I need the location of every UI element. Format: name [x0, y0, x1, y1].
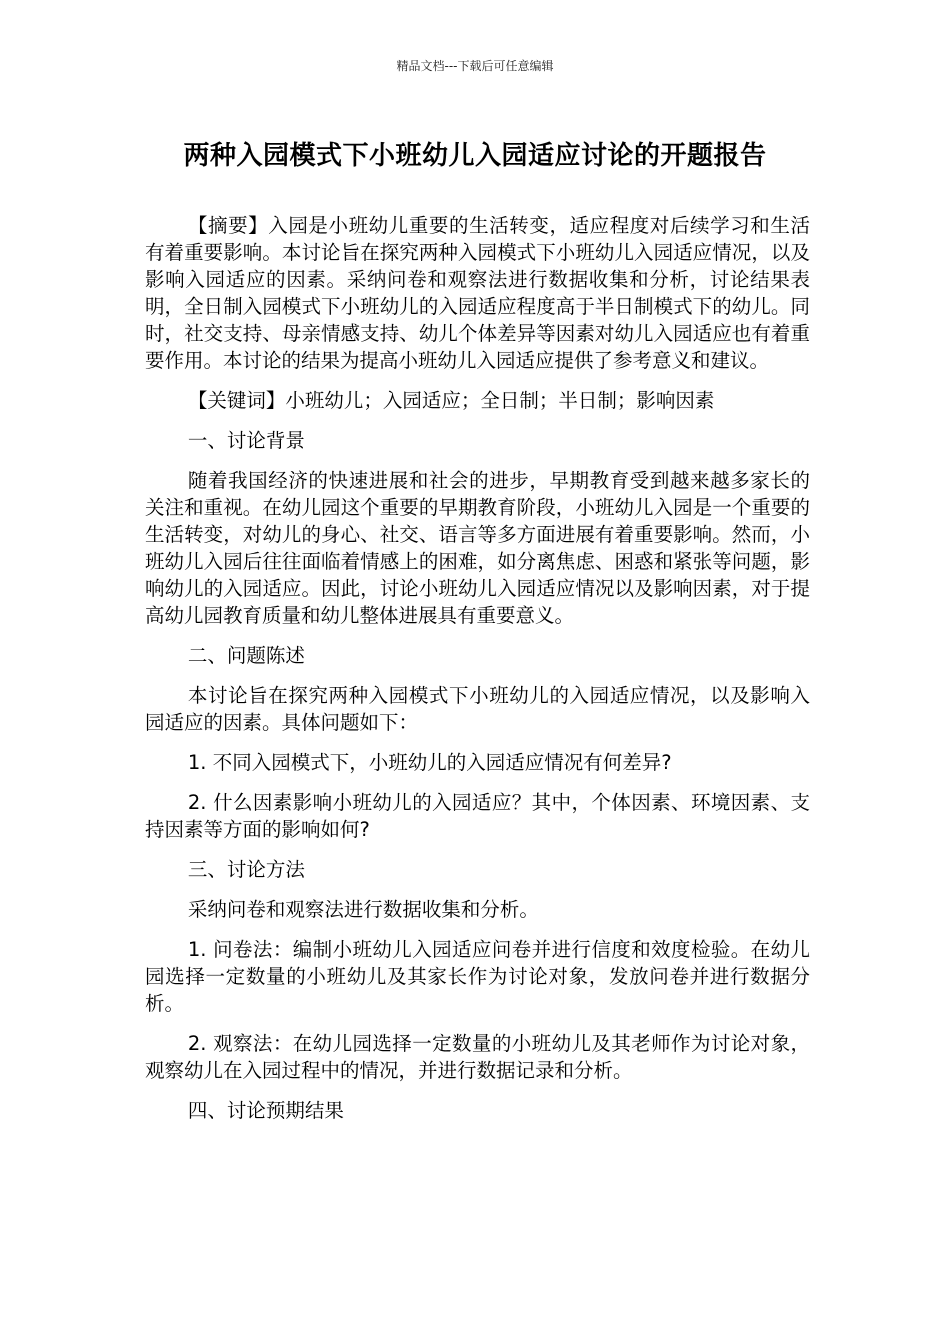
document-title: 两种入园模式下小班幼儿入园适应讨论的开题报告 — [183, 141, 767, 171]
method-intro-paragraph: 采纳问卷和观察法进行数据收集和分析。 — [187, 898, 539, 921]
abstract-paragraph: 【摘要】入园是小班幼儿重要的生活转变，适应程度对后续学习和生活有着重要影响。本讨论旨在探究两种入园模式下小班幼儿入园适应情况，以及影响入园适应的因素。采纳问卷和观察法进行数据收集和分析，讨论结果表明，全日制入园模式下小班幼儿的入园适应程度高于半日制模式下的幼儿。同时，社交支持、母亲情感支持、幼儿个体差异等因素对幼儿入园适应也有着重要作用。本讨论的结果为提高小班幼儿入园适应提供了参考意义和建议。 — [145, 214, 810, 372]
section-heading-expected-results: 四、讨论预期结果 — [187, 1099, 344, 1122]
problem-intro-paragraph: 本讨论旨在探究两种入园模式下小班幼儿的入园适应情况，以及影响入园适应的因素。具体问题如下： — [145, 684, 810, 734]
method-item-2: 2. 观察法：在幼儿园选择一定数量的小班幼儿及其老师作为讨论对象，观察幼儿在入园过程中的情况，并进行数据记录和分析。 — [145, 1032, 810, 1082]
header-note: 精品文档---下载后可任意编辑 — [396, 59, 554, 73]
background-paragraph: 随着我国经济的快速进展和社会的进步，早期教育受到越来越多家长的关注和重视。在幼儿园这个重要的早期教育阶段，小班幼儿入园是一个重要的生活转变，对幼儿的身心、社交、语言等多方面进展有着重要影响。然而，小班幼儿入园后往往面临着情感上的困难，如分离焦虑、困惑和紧张等问题，影响幼儿的入园适应。因此，讨论小班幼儿入园适应情况以及影响因素，对于提高幼儿园教育质量和幼儿整体进展具有重要意义。 — [145, 469, 810, 627]
keywords-paragraph: 【关键词】小班幼儿；入园适应；全日制；半日制；影响因素 — [187, 389, 715, 412]
problem-item-1: 1. 不同入园模式下，小班幼儿的入园适应情况有何差异? — [187, 751, 672, 774]
document-body — [145, 212, 810, 1137]
section-heading-method: 三、讨论方法 — [187, 858, 305, 881]
section-heading-problem: 二、问题陈述 — [187, 644, 305, 667]
method-item-1: 1. 问卷法：编制小班幼儿入园适应问卷并进行信度和效度检验。在幼儿园选择一定数量的小班幼儿及其家长作为讨论对象，发放问卷并进行数据分析。 — [145, 938, 810, 1015]
problem-item-2: 2. 什么因素影响小班幼儿的入园适应？其中，个体因素、环境因素、支持因素等方面的影响如何? — [145, 791, 810, 841]
section-heading-background: 一、讨论背景 — [187, 429, 305, 452]
